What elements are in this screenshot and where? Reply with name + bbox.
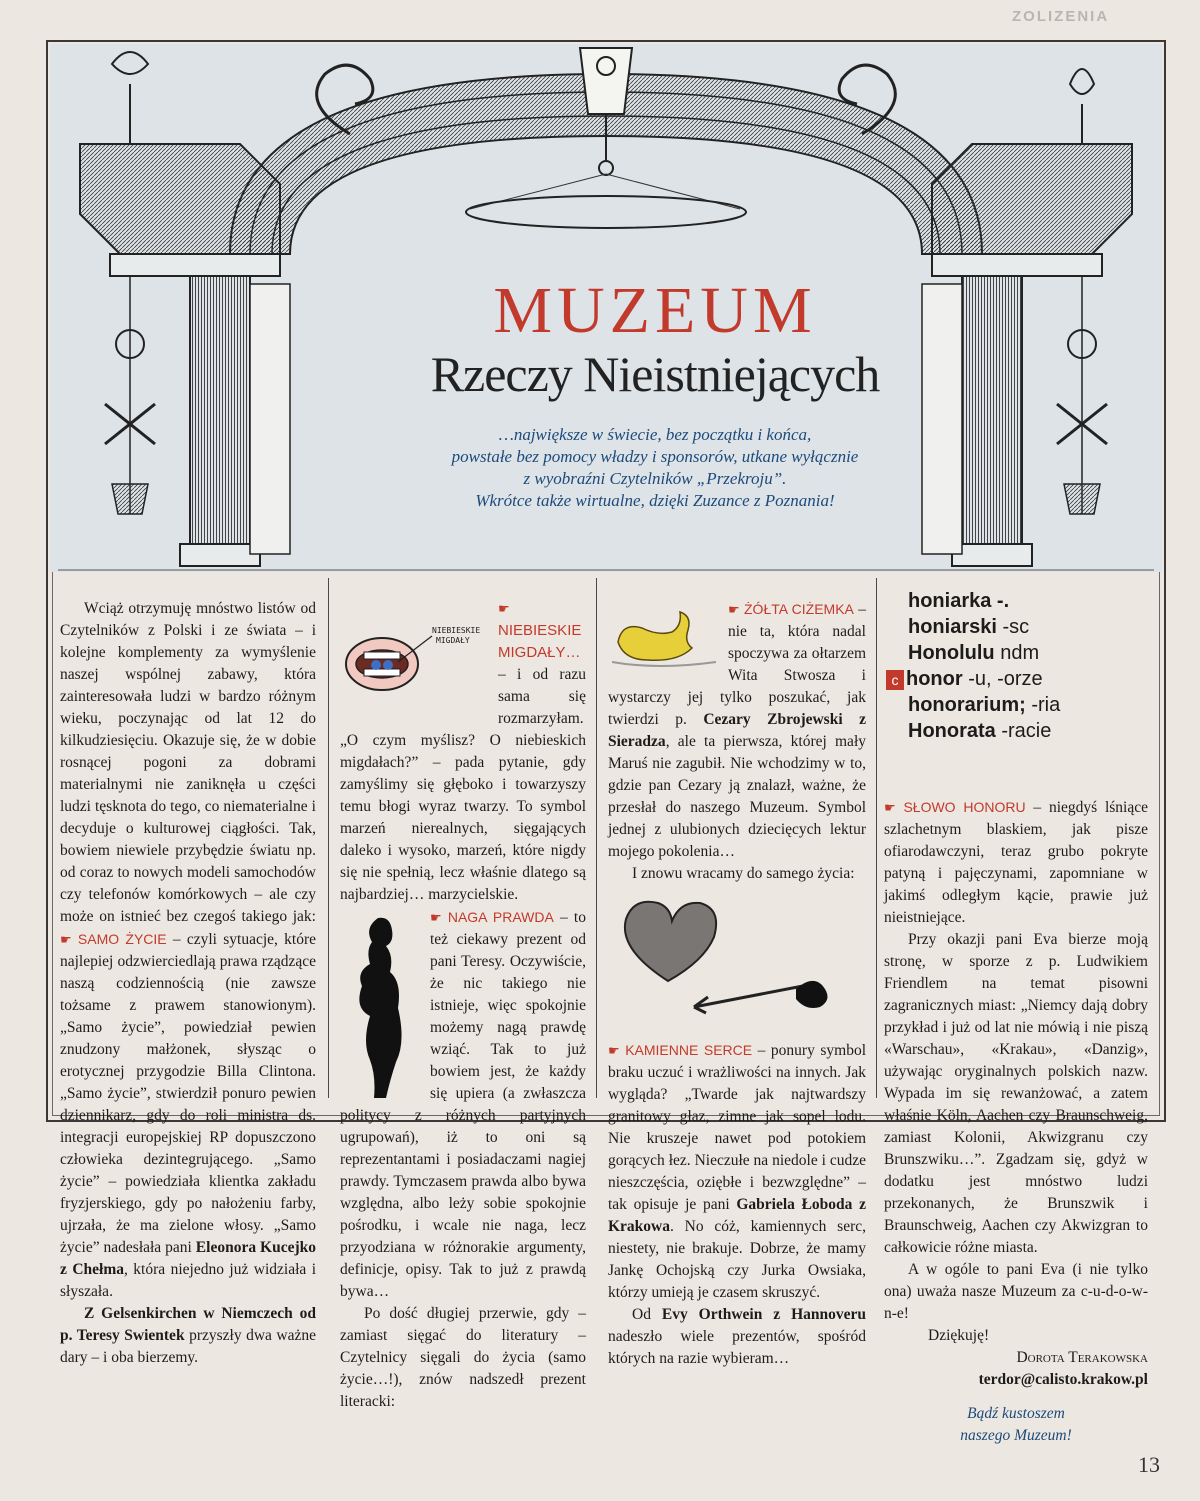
column-4: [884, 796, 1148, 1447]
page-number: 13: [1138, 1452, 1160, 1477]
paragraph-text: – nie ta, która nadal spoczywa za ołtarzem Wita Stwosza i wystarczy jej tylko poszukać, jak twierdzi p.: [608, 601, 866, 728]
keyword-niebieskie-migdaly: NIEBIESKIE MIGDAŁY…: [498, 622, 582, 661]
dictionary-clipping: [891, 588, 1148, 744]
paragraph: I znowu wracamy do samego życia:: [632, 865, 855, 882]
lead-line: …największe w świecie, bez początku i końca,: [498, 425, 812, 444]
paragraph-text: Wciąż otrzymuję mnóstwo listów od Czytelników z Polski i ze świata – i kolejne komplementy za wymyślenie naszej wspólnej zabawy, która zainteresowała ludzi w bardzo różnym wieku, poczynając od lat 12 do kilkudziesięciu. Okazuje się, że w dobie rosnącej pogoni za dobrami materialnymi nie zaniknęła u części ludzi tęsknota do tego, co niematerialne i decyduje o kulturowej ciągłości. Tak, bowiem niewiele przybędzie światu np. od coraz to nowych modeli samochodów czy telefonów komórkowych – ale czy może on istnieć bez czegoś takiego jak:: [60, 600, 316, 925]
shoe-icon: [608, 602, 720, 672]
paragraph: [60, 1303, 316, 1369]
mouth-drawing-icon: [340, 606, 490, 718]
dict-inflection: -ria: [1025, 694, 1061, 716]
contributor-name: Z Gelsenkirchen w Niemczech od p. Teresy Swientek: [60, 1305, 316, 1344]
dict-headword: honiarski: [908, 616, 997, 638]
naked-truth-silhouette: [340, 912, 420, 1102]
yellow-shoe-drawing: [608, 602, 720, 672]
dict-inflection: ndm: [994, 642, 1040, 664]
column-rule: [328, 578, 329, 1098]
paragraph-text: – ponury symbol braku uczuć i wrażliwości na innych. Jak wygląda? „Twarde jak najtwardszy granitowy głaz, zimne jak sopel lodu. Nie kruszeje nawet pod potokiem gorących łez. Nieczułe na niedole i cudze nieszczęścia, oziębłe i bezwzględne” – tak opisuje je pani: [608, 1042, 866, 1213]
keyword-samo-zycie: SAMO ŻYCIE: [77, 931, 167, 947]
closing-note: [884, 1403, 1148, 1447]
paragraph-text: . No cóż, kamiennych serc, niestety, nie brakuje. Dobrze, że mamy Jankę Ochojską czy Jurka Owsiaka, którzy umieją je czasem skruszyć.: [608, 1218, 866, 1301]
dict-line: honiarka -.: [908, 590, 1010, 612]
dict-inflection: -u, -orze: [962, 668, 1043, 690]
column-rule: [876, 578, 877, 1098]
paragraph-text: – czyli sytuacje, które najlepiej odzwierciedlają prawa rządzące naszą codziennością (nie zawsze tożsame z prawem stanowionym). „Samo życie”, powiedział pewien znudzony małżonek, słysząc o erotycznej przygodzie Billa Clintona. „Samo życie”, stwierdził ponuro pewien dziennikarz, gdy do roli ministra ds. integracji europejskiej RP dopuszczono człowieka dezintegrującego. „Samo życie” – powiedziała klientka zakładu fryzjerskiego, gdy po nałożeniu farby, ujrzała, że ma zielone włosy. „Samo życie” nadesłała pani: [60, 931, 316, 1256]
dict-headword: Honolulu: [908, 642, 995, 664]
dict-headword: honorarium;: [908, 694, 1026, 716]
paragraph-text: – to też ciekawy prezent od pani Teresy. Oczywiście, że nic takiego nie istnieje, więc spokojnie możemy nagą prawdę wziąć. Tak to już bowiem jest, że każdy się upiera (a zwłaszcza politycy z różnych partyjnych ugrupowań), iż to oni są reprezentantami i posiadaczami nagiej prawdy. Tymczasem prawda albo bywa względna, albo leży sobie spokojnie pośrodku, i wcale nie naga, lecz przyodziana w różnorakie argumenty, definicje, opisy. Tak to już z prawdą bywa…: [340, 909, 586, 1300]
paragraph-text: przyszły dwa ważne dary – i oba bierzemy.: [60, 1327, 316, 1366]
closing-line: naszego Muzeum!: [960, 1427, 1072, 1444]
paragraph: [608, 1304, 866, 1370]
header-illustration: [50, 44, 1162, 572]
dict-line: [908, 692, 1148, 718]
pointing-hand-icon: ☛: [728, 602, 740, 617]
paragraph-text: – i od razu sama się rozmarzyłam. „O czym myślisz? O niebieskich migdałach?” – pada pytanie, gdy zamyślimy się głęboko i towarzyszy temu błogi wyraz twarzy. To symbol marzeń nierealnych, sięgających daleko i wysoko, marzeń, które nigdy się nie spełnią, lecz właśnie dlatego są najbardziej… marzycielskie.: [340, 666, 586, 903]
paragraph: Przy okazji pani Eva bierze moją stronę, w sporze z p. Ludwikiem Friendlem na temat pisowni zagranicznych miast: „Niemcy dają dobry przykład i już od lat nie mówią i nie piszą «Warschau», «Krakau», «Danzig», używając oryginalnych polskich nazw. Wypada im się rewanżować, a zatem właśnie Köln, Aachen czy Braunschweig, zamiast Kolonii, Akwizgranu czy Brunszwiku…”. Zgadzam się, gdyż w dodatku jest mnóstwo ludzi przekonanych, że Brunszwik i Braunschweig, Aachen czy Akwizgran to całkowicie różne miasta.: [884, 931, 1148, 1256]
dict-line: [886, 666, 1148, 692]
contributor-name: Cezary Zbrojewski z Sieradza: [608, 711, 866, 750]
dict-line: [908, 614, 1148, 640]
column-2: [340, 598, 586, 1413]
column-rule: [596, 578, 597, 1098]
article-title: MUZEUM: [493, 274, 817, 347]
paragraph-text: nadeszło wiele prezentów, spośród których na razie wybieram…: [608, 1328, 866, 1367]
paragraph-text: , która niejedno już widziała i słyszała.: [60, 1261, 316, 1300]
column-3: [608, 598, 866, 1370]
pointing-hand-icon: ☛: [430, 910, 442, 925]
keyword-zolta-cizemka: ŻÓŁTA CIŻEMKA: [744, 601, 854, 617]
keyword-slowo-honoru: SŁOWO HONORU: [903, 799, 1026, 815]
pointing-hand-icon: ☛: [498, 601, 510, 616]
stone-heart-drawing: [608, 889, 866, 1039]
dict-headword: honor: [906, 668, 963, 690]
lead-line: powstałe bez pomocy władzy i sponsorów, utkane wyłącznie: [451, 447, 859, 466]
pointing-hand-icon: ☛: [884, 800, 896, 815]
dict-marker: c: [886, 670, 904, 690]
column-1: [60, 598, 316, 1369]
silhouette-icon: [340, 912, 420, 1102]
blue-almonds-drawing: [340, 606, 490, 718]
author-email[interactable]: [884, 1369, 1148, 1391]
title-block: [350, 276, 960, 402]
paragraph: Po dość długiej przerwie, gdy – zamiast sięgać do literatury – Czytelnicy sięgali do życia (samo życie…!), znów nadszedł prezent literacki:: [340, 1305, 586, 1410]
heart-arrow-icon: [608, 889, 866, 1039]
dict-line: [908, 640, 1148, 666]
author-name: Dorota Terakowska: [1016, 1349, 1148, 1366]
dict-inflection: -racie: [995, 720, 1052, 742]
paragraph: [884, 796, 1148, 929]
paragraph: A w ogóle to pani Eva (i nie tylko ona) uważa nasze Muzeum za c-u-d-o-w-n-e!: [884, 1261, 1148, 1322]
drawing-label: MIGDAŁY: [436, 636, 470, 645]
pointing-hand-icon: ☛: [60, 932, 72, 947]
paragraph-text: Od: [632, 1306, 662, 1323]
dict-inflection: -sc: [996, 616, 1030, 638]
lead-text: [350, 424, 960, 512]
dict-line: [908, 718, 1148, 744]
paragraph-text: – niegdyś lśniące szlachetnym blaskiem, jak pisze ofiarodawczyni, teraz grubo pokryte patyną i pajęczynami, zapomniane w jakimś odległym kącie, prawie już nieistniejące.: [884, 799, 1148, 926]
drawing-label: NIEBIESKIE: [432, 626, 481, 635]
contributor-name: Eleonora Kucejko z Chełma: [60, 1239, 316, 1278]
running-head: ZOLIZENIA: [1012, 8, 1110, 25]
keyword-kamienne-serce: KAMIENNE SERCE: [625, 1042, 753, 1058]
paragraph-text: , ale ta pierwsza, której mały Maruś nie zagubił. Nie wchodzimy w to, gdzie pan Cezary ją znalazł, ważne, że przesłał do naszego Muzeum. Symbol jednej z ulubionych dziecięcych lektur mojego pokolenia…: [608, 733, 866, 860]
pointing-hand-icon: ☛: [608, 1043, 620, 1058]
article-subtitle-heading: Rzeczy Nieistniejących: [430, 346, 880, 402]
lead-line: z wyobraźni Czytelników „Przekroju”.: [523, 469, 787, 488]
contributor-name: Gabriela Łoboda z Krakowa: [608, 1196, 866, 1235]
email-link[interactable]: terdor@calisto.krakow.pl: [978, 1371, 1148, 1388]
paragraph: [608, 1039, 866, 1304]
keyword-naga-prawda: NAGA PRAWDA: [447, 909, 554, 925]
lead-line: Wkrótce także wirtualne, dzięki Zuzance z Poznania!: [475, 491, 835, 510]
thanks: Dziękuję!: [928, 1327, 990, 1344]
closing-line: Bądź kustoszem: [967, 1405, 1065, 1422]
contributor-name: Evy Orthwein z Hannoveru: [661, 1306, 866, 1323]
dict-headword: Honorata: [908, 720, 996, 742]
paragraph: [60, 598, 316, 1303]
